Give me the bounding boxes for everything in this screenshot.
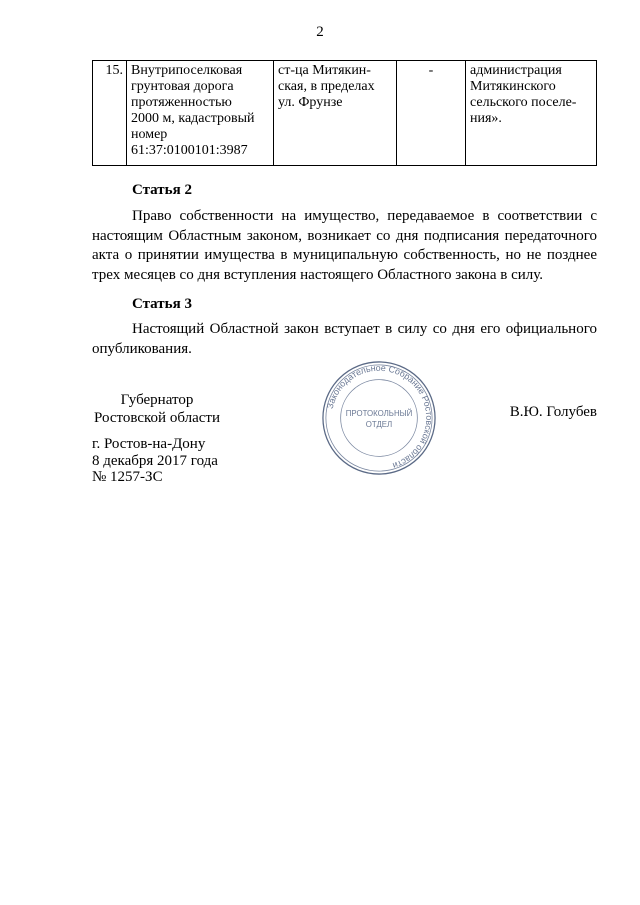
seal-ring-text: Законодательное Собрание Ростовской области bbox=[324, 362, 435, 471]
object-owner: администрация Митякинского сельского поселе- ния». bbox=[466, 61, 597, 166]
article-3-heading: Статья 3 bbox=[132, 296, 192, 312]
table-row bbox=[93, 61, 597, 166]
page-number: 2 bbox=[316, 24, 324, 40]
official-seal bbox=[320, 359, 438, 477]
date: 8 декабря 2017 года bbox=[92, 452, 218, 469]
signatory-name: В.Ю. Голубев bbox=[509, 404, 597, 420]
row-number: 15. bbox=[93, 61, 127, 166]
object-description: Внутрипоселковая грунтовая дорога протяженностью 2000 м, кадастровый номер 61:37:0100101:3987 bbox=[127, 61, 274, 166]
empty-cell-dash: - bbox=[397, 61, 466, 166]
seal-center-line2: ОТДЕЛ bbox=[365, 419, 393, 429]
city: г. Ростов-на-Дону bbox=[92, 436, 206, 452]
signatory-title: Губернатор Ростовской области bbox=[94, 392, 220, 426]
law-number: № 1257-ЗС bbox=[92, 469, 163, 485]
article-2-text: Право собственности на имущество, передаваемое в соответствии с настоящим Областным законом, возникает со дня подписания передаточного акта о принятии имущества в муниципальную собственность, но не позднее трех месяцев со дня вступления настоящего Областного закона в силу. bbox=[92, 208, 597, 283]
article-2-heading: Статья 2 bbox=[132, 182, 192, 198]
property-table bbox=[92, 60, 597, 166]
article-3-text: Настоящий Областной закон вступает в силу со дня его официального опубликования. bbox=[92, 321, 597, 357]
object-location: ст-ца Митякин- ская, в пределах ул. Фрунзе bbox=[274, 61, 397, 166]
place-date-number bbox=[92, 436, 218, 486]
seal-center-line1: ПРОТОКОЛЬНЫЙ bbox=[345, 409, 413, 419]
